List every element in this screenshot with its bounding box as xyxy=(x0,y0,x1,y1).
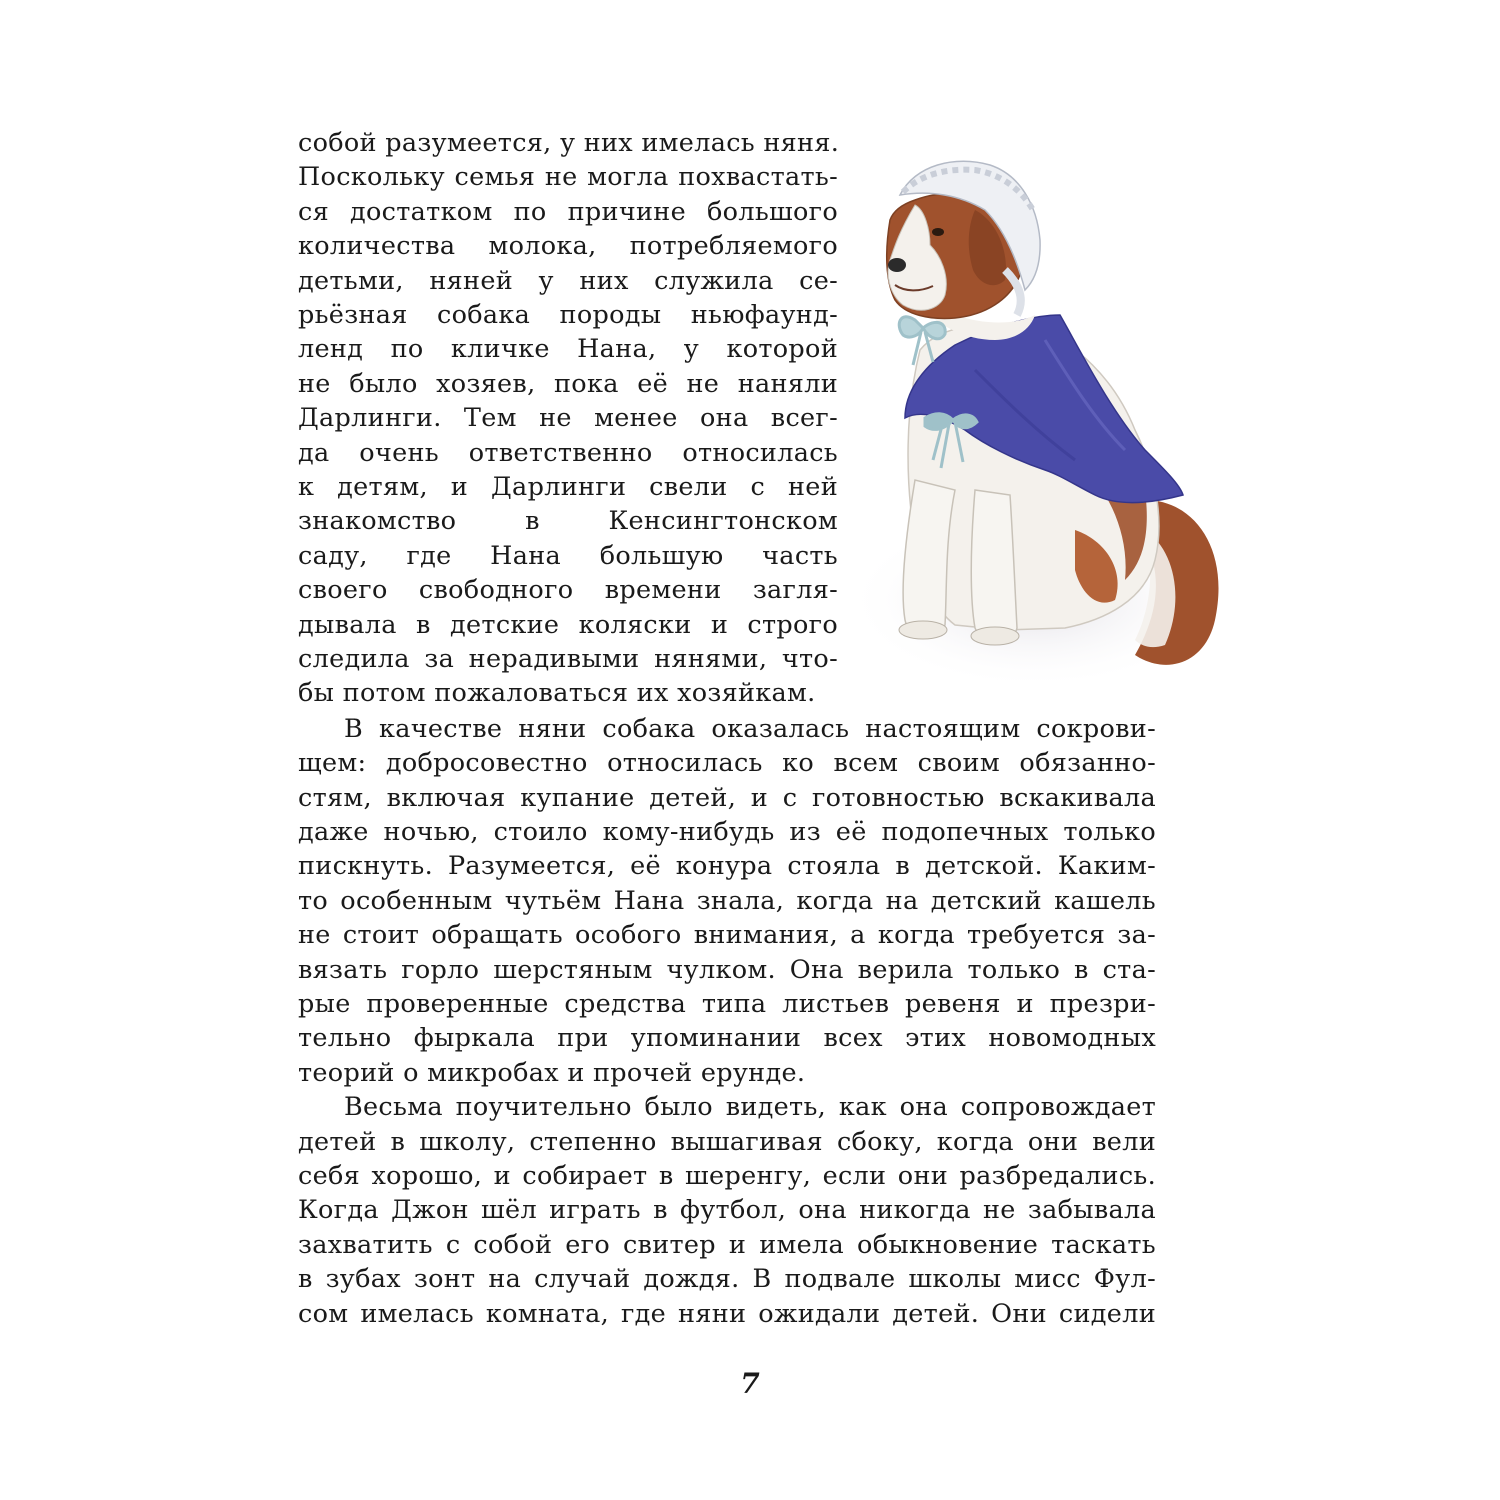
text-line: рые проверенные средства типа листьев ревеня и презри- xyxy=(298,989,1156,1019)
text-line: своего свободного времени загля- xyxy=(298,575,838,606)
text-line: собой разумеется, у них имелась няня. xyxy=(298,128,840,158)
text-line: детей в школу, степенно вышагивая сбоку, когда они вели xyxy=(298,1126,1156,1157)
text-line: Весьма поучительно было видеть, как она сопровождает xyxy=(344,1092,1156,1123)
text-line: тельно фыркала при упоминании всех этих новомодных xyxy=(298,1023,1156,1054)
text-line: бы потом пожаловаться их хозяйкам. xyxy=(298,678,816,709)
text-line: не стоит обращать особого внимания, а когда требуется за- xyxy=(298,920,1156,951)
dog-nose xyxy=(888,258,906,272)
text-line: Поскольку семья не могла похвастать- xyxy=(298,162,838,193)
text-line: вязать горло шерстяным чулком. Она верила только в ста- xyxy=(298,954,1156,985)
text-line: дывала в детские коляски и строго xyxy=(298,609,838,640)
text-line: то особенным чутьём Нана знала, когда на детский кашель xyxy=(298,885,1156,916)
text-line: В качестве няни собака оказалась настоящим сокрови- xyxy=(344,713,1156,744)
text-line: теорий о микробах и прочей ерунде. xyxy=(298,1057,806,1088)
text-line: саду, где Нана большую часть xyxy=(298,540,838,571)
text-line: следила за нерадивыми нянями, что- xyxy=(298,644,838,674)
text-line: не было хозяев, пока её не наняли xyxy=(298,368,838,399)
paw-right xyxy=(971,627,1019,645)
text-line: щем: добросовестно относилась ко всем своим обязанно- xyxy=(298,748,1156,779)
text-line: в зубах зонт на случай дождя. В подвале школы мисс Фул- xyxy=(298,1264,1156,1295)
front-leg-right xyxy=(971,490,1017,639)
text-line: пискнуть. Разумеется, её конура стояла в детской. Каким- xyxy=(298,851,1156,882)
text-line: даже ночью, стоило кому-нибудь из её подопечных только xyxy=(298,817,1156,847)
text-line: Дарлинги. Тем не менее она всег- xyxy=(298,403,838,434)
paw-left xyxy=(899,621,947,639)
text-line: ся достатком по причине большого xyxy=(298,196,838,227)
text-line: да очень ответственно относилась xyxy=(298,437,838,468)
text-line: ленд по кличке Нана, у которой xyxy=(298,334,838,365)
text-line: сом имелась комната, где няни ожидали детей. Они сидели xyxy=(298,1298,1156,1329)
dog-eye xyxy=(932,228,944,236)
text-line: себя хорошо, и собирает в шеренгу, если они разбредались. xyxy=(298,1161,1156,1191)
dog-illustration xyxy=(845,150,1225,680)
text-line: к детям, и Дарлинги свели с ней xyxy=(298,472,838,502)
text-line: количества молока, потребляемого xyxy=(298,231,838,262)
text-line: стям, включая купание детей, и с готовностью вскакивала xyxy=(298,782,1156,813)
text-line: захватить с собой его свитер и имела обыкновение таскать xyxy=(298,1229,1156,1260)
text-line: Когда Джон шёл играть в футбол, она никогда не забывала xyxy=(298,1195,1156,1226)
text-line: детьми, няней у них служила се- xyxy=(298,265,838,296)
text-line: рьёзная собака породы ньюфаунд- xyxy=(298,300,838,330)
page-number: 7 xyxy=(740,1367,760,1400)
text-line: знакомство в Кенсингтонском xyxy=(298,506,838,537)
